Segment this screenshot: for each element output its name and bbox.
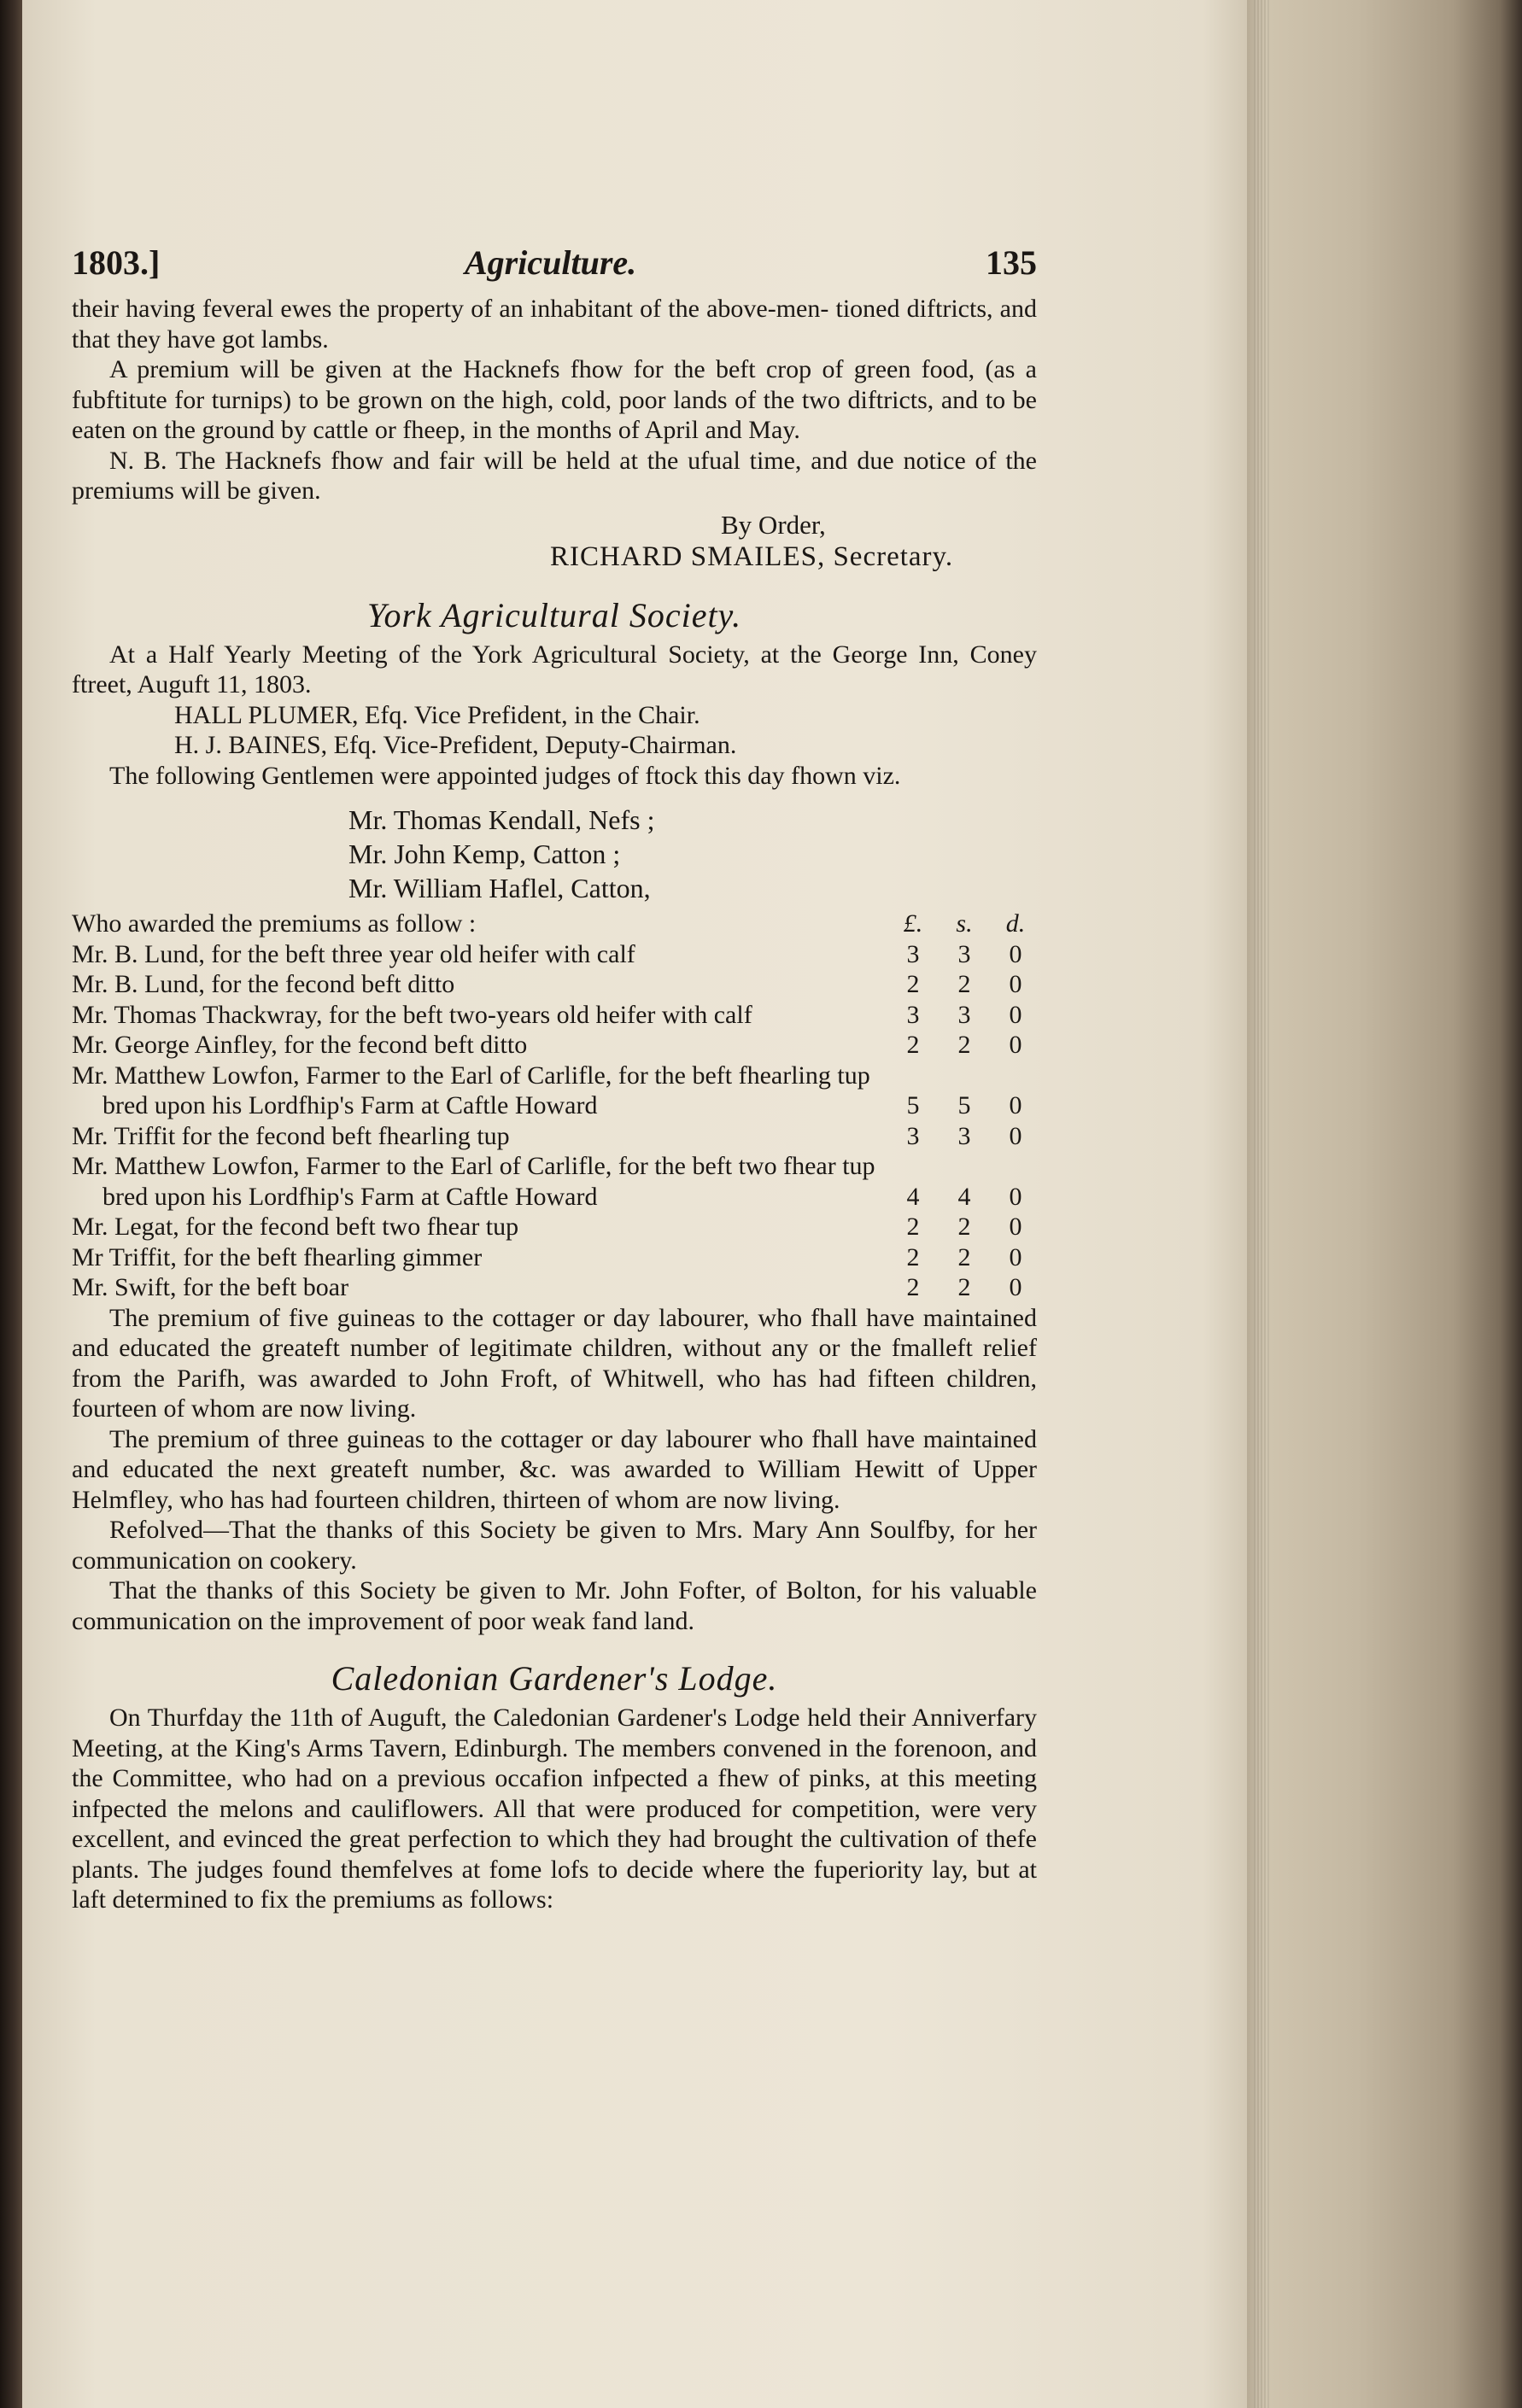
- award-amount: [892, 1000, 1037, 1031]
- page-gutter: [1247, 0, 1522, 2408]
- award-rows: [72, 939, 1037, 1303]
- awards-table: [72, 909, 1037, 1303]
- pence-header: d.: [1005, 909, 1026, 938]
- award-row: [72, 939, 1037, 970]
- award-shillings: 3: [957, 1000, 971, 1029]
- award-row: [72, 969, 1037, 1000]
- signature-name: RICHARD SMAILES, Secretary.: [550, 541, 954, 572]
- money-column-headers: [892, 909, 1037, 939]
- deputy-chair-line: H. J. BAINES, Efq. Vice-Prefident, Deputy-Chairman.: [174, 731, 737, 759]
- award-description: Mr. George Ainfley, for the fecond beft ditto: [72, 1031, 528, 1059]
- judges-intro: The following Gentlemen were appointed judges of ftock this day fhown viz.: [109, 761, 901, 790]
- judge-name: Mr. William Haflel, Catton,: [348, 873, 651, 903]
- award-description: Mr. Swift, for the beft boar: [72, 1273, 349, 1301]
- award-pence: 0: [1009, 1031, 1022, 1059]
- judge-name: Mr. Thomas Kendall, Nefs ;: [348, 804, 655, 835]
- page-text: [72, 243, 1037, 1915]
- award-pence: 0: [1009, 1242, 1022, 1271]
- award-shillings: 2: [957, 1031, 971, 1059]
- award-description: Mr. Triffit for the fecond beft fhearling tup: [72, 1121, 510, 1150]
- paragraph-thanks-soulfby: Refolved—That the thanks of this Society be given to Mrs. Mary Ann Soulfby, for her communication on cookery.: [72, 1516, 1037, 1575]
- page-number: 135: [986, 243, 1037, 282]
- award-shillings: 2: [957, 1213, 971, 1241]
- award-description: Mr. Matthew Lowfon, Farmer to the Earl of Carlifle, for the beft fhearling tup bred upon his Lordfhip's Farm at Caftle Howard: [72, 1061, 870, 1119]
- award-pence: 0: [1009, 1121, 1022, 1150]
- award-shillings: 4: [957, 1182, 971, 1211]
- judges-list: [72, 803, 1037, 905]
- award-description: Mr. Matthew Lowfon, Farmer to the Earl of Carlifle, for the beft two fhear tup bred upon his Lordfhip's Farm at Caftle Howard: [72, 1152, 875, 1211]
- paragraph-continued: their having feveral ewes the property of an inhabitant of the above-men- tioned diftricts, and that they have got lambs.: [72, 295, 1037, 354]
- award-description: Mr. B. Lund, for the fecond beft ditto: [72, 970, 455, 998]
- award-amount: [892, 1030, 1037, 1061]
- award-pounds: 2: [906, 970, 920, 998]
- book-edge: [0, 0, 24, 2408]
- award-pounds: 3: [906, 939, 920, 968]
- award-shillings: 2: [957, 1273, 971, 1301]
- running-head-title: Agriculture.: [465, 243, 637, 282]
- award-pounds: 2: [906, 1242, 920, 1271]
- paragraph-five-guineas: The premium of five guineas to the cottager or day labourer, who fhall have maintained and educated the greateft number of legitimate children, without any or the fmalleft relief from the Parifh, was awarded to John Froft, of Whitwell, who has had fifteen children, fourteen of whom are now living.: [72, 1303, 1037, 1423]
- award-pounds: 2: [906, 1273, 920, 1301]
- award-description: Mr. B. Lund, for the beft three year old heifer with calf: [72, 939, 635, 968]
- award-amount: [892, 1242, 1037, 1273]
- paragraph-premium-green-food: A premium will be given at the Hacknefs fhow for the beft crop of green food, (as a fubftitute for turnips) to be grown on the high, cold, poor lands of the two diftricts, and to be eaten on the ground by cattle or fheep, in the months of April and May.: [72, 355, 1037, 444]
- section-heading-caledonian: Caledonian Gardener's Lodge.: [331, 1659, 778, 1698]
- award-pounds: 2: [906, 1213, 920, 1241]
- paragraph-nota-bene: N. B. The Hacknefs fhow and fair will be held at the ufual time, and due notice of the premiums will be given.: [72, 446, 1037, 505]
- award-pence: 0: [1009, 970, 1022, 998]
- award-pounds: 4: [906, 1182, 920, 1211]
- awards-header-row: [72, 909, 1037, 939]
- award-pence: 0: [1009, 1182, 1022, 1211]
- meeting-notice: At a Half Yearly Meeting of the York Agricultural Society, at the George Inn, Coney ftreet, Auguft 11, 1803.: [72, 640, 1037, 698]
- award-pounds: 3: [906, 1121, 920, 1150]
- judge-name: Mr. John Kemp, Catton ;: [348, 839, 621, 869]
- award-amount: [892, 1090, 1037, 1121]
- award-pounds: 3: [906, 1000, 920, 1029]
- award-shillings: 2: [957, 1242, 971, 1271]
- running-head-year: 1803.]: [72, 243, 161, 282]
- award-row: [72, 1242, 1037, 1273]
- award-amount: [892, 1272, 1037, 1303]
- pounds-header: £.: [903, 909, 923, 938]
- award-shillings: 3: [957, 939, 971, 968]
- award-amount: [892, 1121, 1037, 1152]
- award-description: Mr. Thomas Thackwray, for the beft two-years old heifer with calf: [72, 1000, 752, 1029]
- award-shillings: 5: [957, 1091, 971, 1119]
- shillings-header: s.: [956, 909, 973, 938]
- award-amount: [892, 1182, 1037, 1213]
- award-amount: [892, 1212, 1037, 1242]
- paragraph-three-guineas: The premium of three guineas to the cottager or day labourer who fhall have maintained and educated the next greateft number, &c. was awarded to William Hewitt of Upper Helmfley, who has had fourteen children, thirteen of whom are now living.: [72, 1424, 1037, 1514]
- award-row: [72, 1030, 1037, 1061]
- award-pence: 0: [1009, 1273, 1022, 1301]
- award-shillings: 3: [957, 1121, 971, 1150]
- award-amount: [892, 969, 1037, 1000]
- award-row: [72, 1061, 1037, 1121]
- award-amount: [892, 939, 1037, 970]
- award-row: [72, 1000, 1037, 1031]
- award-row: [72, 1121, 1037, 1152]
- award-pence: 0: [1009, 1000, 1022, 1029]
- award-description: Mr. Legat, for the fecond beft two fhear tup: [72, 1213, 519, 1241]
- award-pence: 0: [1009, 939, 1022, 968]
- chair-line: HALL PLUMER, Efq. Vice Prefident, in the Chair.: [174, 700, 700, 729]
- award-pence: 0: [1009, 1213, 1022, 1241]
- award-shillings: 2: [957, 970, 971, 998]
- award-row: [72, 1272, 1037, 1303]
- award-pounds: 5: [906, 1091, 920, 1119]
- paragraph-caledonian: On Thurfday the 11th of Auguft, the Caledonian Gardener's Lodge held their Anniverfary Meeting, at the King's Arms Tavern, Edinburgh. The members convened in the forenoon, and the Committee, who had on a previous occafion infpected a fhew of pinks, at this meeting infpected the melons and cauliflowers. All that were produced for competition, were very excellent, and evinced the great perfection to which they had brought the cultivation of thefe plants. The judges found themfelves at fome lofs to decide where the fuperiority lay, but at laft determined to fix the premiums as follows:: [72, 1704, 1037, 1914]
- section-heading-york: York Agricultural Society.: [366, 595, 742, 634]
- signature-by-order: By Order,: [721, 509, 826, 540]
- award-pence: 0: [1009, 1091, 1022, 1119]
- awards-intro: Who awarded the premiums as follow :: [72, 909, 477, 938]
- award-row: [72, 1151, 1037, 1212]
- award-description: Mr Triffit, for the beft fhearling gimmer: [72, 1242, 483, 1271]
- paragraph-thanks-fofter: That the thanks of this Society be given to Mr. John Fofter, of Bolton, for his valuable communication on the improvement of poor weak fand land.: [72, 1576, 1037, 1635]
- award-pounds: 2: [906, 1031, 920, 1059]
- award-row: [72, 1212, 1037, 1242]
- running-head: [72, 243, 1037, 294]
